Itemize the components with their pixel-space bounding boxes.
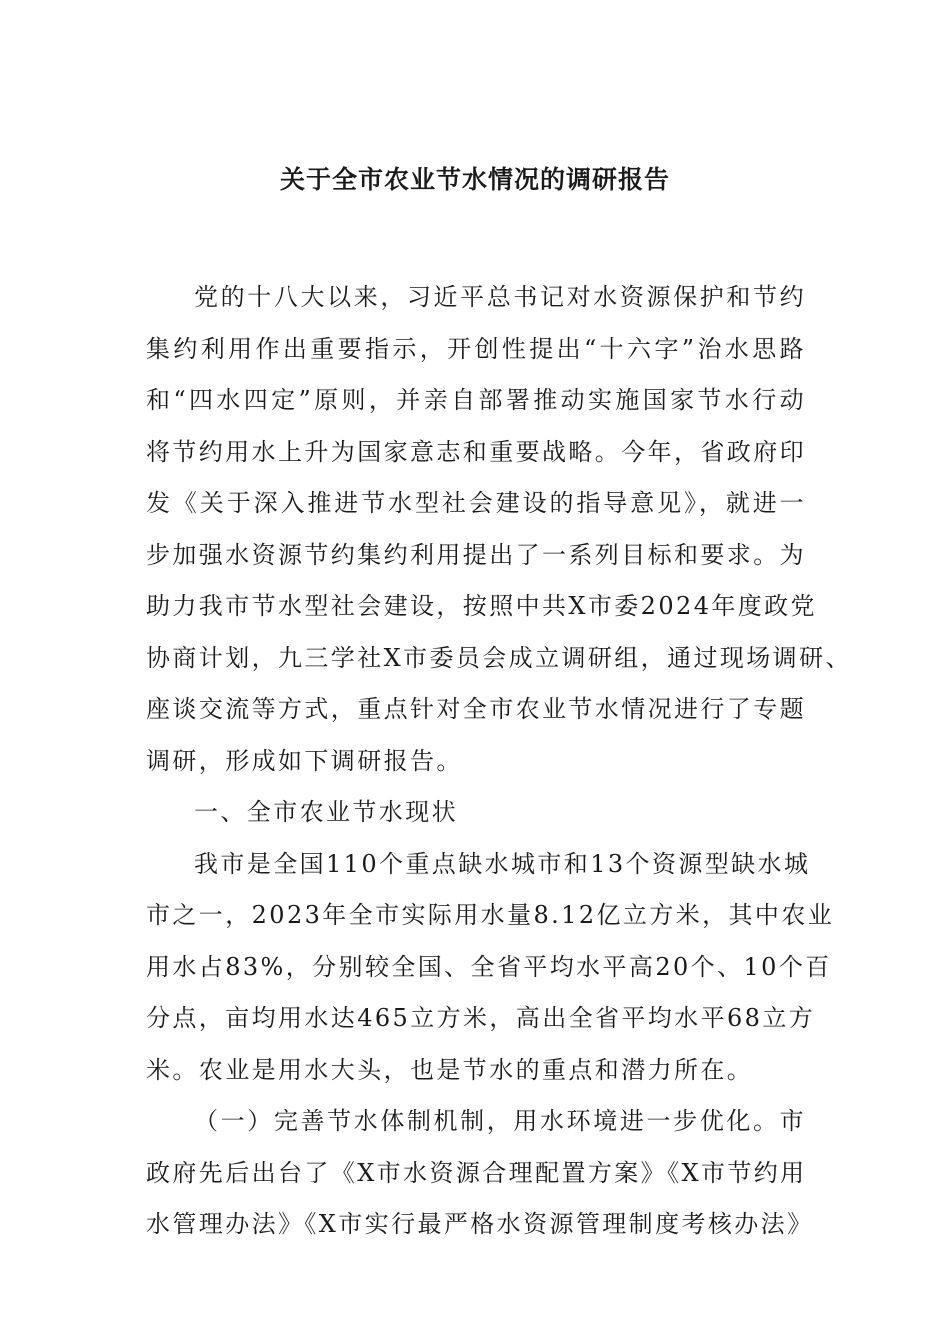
paragraph-line: 米。农业是用水大头，也是节水的重点和潜力所在。 (146, 1055, 754, 1084)
paragraph-line: 座谈交流等方式，重点针对全市农业节水情况进行了专题 (146, 695, 806, 723)
paragraph-line: 协商计划，九三学社X市委员会成立调研组，通过现场调研、 (146, 643, 852, 672)
document-title: 关于全市农业节水情况的调研报告 (279, 165, 670, 194)
paragraph-line: （一）完善节水体制机制，用水环境进一步优化。市 (194, 1107, 806, 1135)
paragraph-line: 和“四水四定”原则，并亲自部署推动实施国家节水行动 (146, 386, 806, 414)
paragraph-line: 分点，亩均用水达465立方米，高出全省平均水平68立方 (146, 1004, 816, 1032)
paragraph-line: 党的十八大以来，习近平总书记对水资源保护和节约 (194, 283, 806, 311)
paragraph-line: 步加强水资源节约集约利用提出了一系列目标和要求。为 (146, 540, 806, 569)
document-body (146, 272, 852, 1251)
paragraph-line: 市之一，2023年全市实际用水量8.12亿立方米，其中农业 (146, 901, 835, 929)
paragraph-line: 发《关于深入推进节水型社会建设的指导意见》，就进一 (146, 489, 806, 517)
paragraph-line: 助力我市节水型社会建设，按照中共X市委2024年度政党 (146, 592, 817, 620)
section-heading: 一、全市农业节水现状 (194, 798, 458, 826)
paragraph-line: 将节约用水上升为国家意志和重要战略。今年，省政府印 (146, 437, 806, 466)
paragraph-line: 集约利用作出重要指示，开创性提出“十六字”治水思路 (146, 334, 806, 363)
paragraph-line: 政府先后出台了《X市水资源合理配置方案》《X市节约用 (146, 1158, 807, 1187)
paragraph-line: 我市是全国110个重点缺水城市和13个资源型缺水城 (194, 849, 811, 878)
paragraph-line: 水管理办法》《X市实行最严格水资源管理制度考核办法》 (146, 1210, 814, 1238)
paragraph-line: 用水占83%，分别较全国、全省平均水平高20个、10个百 (146, 952, 832, 981)
paragraph-line: 调研，形成如下调研报告。 (146, 746, 463, 775)
